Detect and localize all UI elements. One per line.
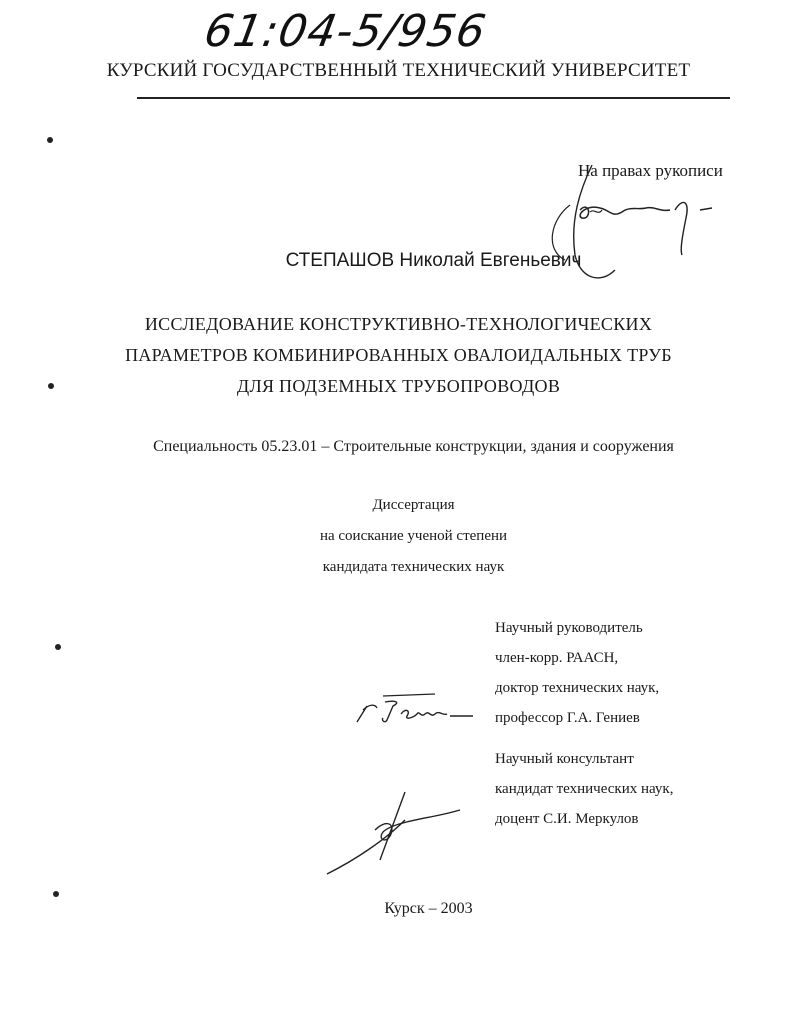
title-line: ДЛЯ ПОДЗЕМНЫХ ТРУБОПРОВОДОВ — [236, 376, 561, 396]
margin-dot — [55, 644, 61, 650]
supervisor-line: член-корр. РААСН, — [495, 650, 619, 666]
author-name: СТЕПАШОВ Николай Евгеньевич — [285, 250, 582, 271]
supervisor-line: Научный руководитель — [495, 620, 643, 636]
dissertation-label: Диссертация — [372, 497, 455, 513]
supervisor-line: доктор технических наук, — [495, 680, 660, 696]
degree-line: кандидата технических наук — [322, 559, 505, 575]
supervisor-line: профессор Г.А. Гениев — [495, 710, 640, 726]
margin-dot — [47, 137, 53, 143]
degree-line: на соискание ученой степени — [319, 528, 508, 544]
consultant-signature — [325, 790, 465, 880]
title-line: ПАРАМЕТРОВ КОМБИНИРОВАННЫХ ОВАЛОИДАЛЬНЫХ ТРУБ — [125, 345, 672, 365]
university-name: КУРСКИЙ ГОСУДАРСТВЕННЫЙ ТЕХНИЧЕСКИЙ УНИВЕРСИТЕТ — [106, 60, 691, 81]
city-year: Курск – 2003 — [384, 900, 473, 917]
consultant-line: Научный консультант — [495, 751, 634, 767]
supervisor-signature — [355, 690, 480, 730]
specialty: Специальность 05.23.01 – Строительные конструкции, здания и сооружения — [153, 438, 674, 455]
margin-dot — [53, 891, 59, 897]
consultant-line: доцент С.И. Меркулов — [495, 811, 639, 827]
archive-code: 61:04-5/956 — [200, 6, 491, 57]
manuscript-note: На правах рукописи — [578, 161, 723, 180]
title-line: ИССЛЕДОВАНИЕ КОНСТРУКТИВНО-ТЕХНОЛОГИЧЕСКИХ — [144, 314, 653, 334]
header-rule — [137, 97, 730, 99]
consultant-line: кандидат технических наук, — [495, 781, 674, 797]
